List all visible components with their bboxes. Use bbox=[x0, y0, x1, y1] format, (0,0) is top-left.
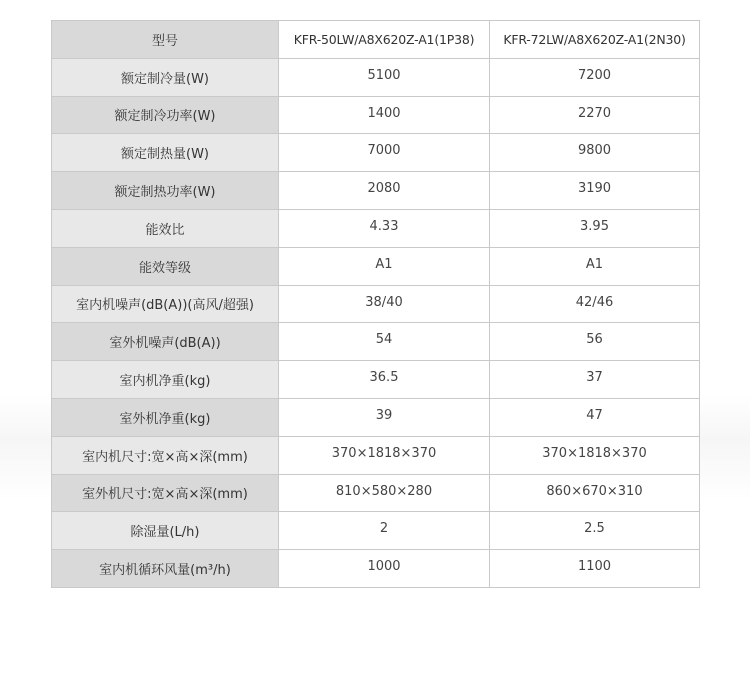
row-label-cell: 室内机噪声(dB(A))(高风/超强) bbox=[52, 285, 279, 323]
row-value-cell: 5100 bbox=[279, 58, 490, 96]
table-row bbox=[52, 474, 700, 512]
row-value-cell: 4.33 bbox=[279, 209, 490, 247]
row-label-cell: 能效等级 bbox=[52, 247, 279, 285]
row-value-cell: 42/46 bbox=[490, 285, 700, 323]
row-label-cell: 额定制冷量(W) bbox=[52, 58, 279, 96]
table-row bbox=[52, 550, 700, 588]
row-value-cell: 3.95 bbox=[490, 209, 700, 247]
table-header-row bbox=[52, 21, 700, 59]
row-value-cell: 47 bbox=[490, 398, 700, 436]
row-label-cell: 能效比 bbox=[52, 209, 279, 247]
row-label-cell: 室内机尺寸:宽×高×深(mm) bbox=[52, 436, 279, 474]
row-label-cell: 额定制热功率(W) bbox=[52, 172, 279, 210]
row-value-cell: 370×1818×370 bbox=[279, 436, 490, 474]
row-value-cell: 3190 bbox=[490, 172, 700, 210]
row-value-cell: 370×1818×370 bbox=[490, 436, 700, 474]
row-value-cell: 810×580×280 bbox=[279, 474, 490, 512]
row-value-cell: 7200 bbox=[490, 58, 700, 96]
row-label-cell: 额定制冷功率(W) bbox=[52, 96, 279, 134]
table-row bbox=[52, 209, 700, 247]
table-row bbox=[52, 247, 700, 285]
row-value-cell: 54 bbox=[279, 323, 490, 361]
row-label-cell: 室外机尺寸:宽×高×深(mm) bbox=[52, 474, 279, 512]
row-label-cell: 室外机净重(kg) bbox=[52, 398, 279, 436]
row-value-cell: 1400 bbox=[279, 96, 490, 134]
table-row bbox=[52, 512, 700, 550]
row-value-cell: 36.5 bbox=[279, 361, 490, 399]
row-value-cell: 2 bbox=[279, 512, 490, 550]
row-value-cell: 39 bbox=[279, 398, 490, 436]
table-row bbox=[52, 172, 700, 210]
header-model-cell: KFR-50LW/A8X620Z-A1(1P38) bbox=[279, 21, 490, 59]
row-value-cell: 38/40 bbox=[279, 285, 490, 323]
row-value-cell: A1 bbox=[490, 247, 700, 285]
spec-table bbox=[51, 20, 700, 588]
row-label-cell: 除湿量(L/h) bbox=[52, 512, 279, 550]
table-row bbox=[52, 323, 700, 361]
row-value-cell: 2080 bbox=[279, 172, 490, 210]
row-value-cell: 9800 bbox=[490, 134, 700, 172]
row-value-cell: 1000 bbox=[279, 550, 490, 588]
row-value-cell: 2270 bbox=[490, 96, 700, 134]
row-label-cell: 室内机净重(kg) bbox=[52, 361, 279, 399]
header-model-cell: KFR-72LW/A8X620Z-A1(2N30) bbox=[490, 21, 700, 59]
row-label-cell: 室内机循环风量(m³/h) bbox=[52, 550, 279, 588]
table-row bbox=[52, 361, 700, 399]
row-value-cell: 2.5 bbox=[490, 512, 700, 550]
row-value-cell: 56 bbox=[490, 323, 700, 361]
table-row bbox=[52, 398, 700, 436]
table-row bbox=[52, 436, 700, 474]
row-value-cell: 860×670×310 bbox=[490, 474, 700, 512]
row-value-cell: 1100 bbox=[490, 550, 700, 588]
table-row bbox=[52, 134, 700, 172]
row-value-cell: 7000 bbox=[279, 134, 490, 172]
row-label-cell: 室外机噪声(dB(A)) bbox=[52, 323, 279, 361]
row-value-cell: A1 bbox=[279, 247, 490, 285]
table-row bbox=[52, 58, 700, 96]
row-value-cell: 37 bbox=[490, 361, 700, 399]
row-label-cell: 额定制热量(W) bbox=[52, 134, 279, 172]
table-row bbox=[52, 285, 700, 323]
header-label-cell: 型号 bbox=[52, 21, 279, 59]
table-row bbox=[52, 96, 700, 134]
